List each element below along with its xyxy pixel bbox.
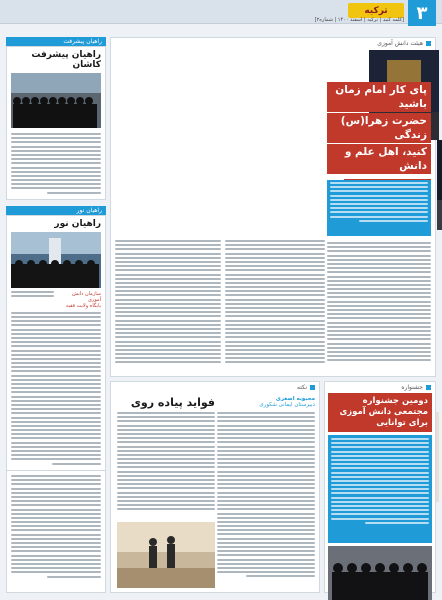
walking-photo-icon xyxy=(117,522,215,588)
section-bullet-icon-3 xyxy=(310,385,315,390)
section-label: ترکیه xyxy=(348,3,404,18)
dateline: [کلمه کنید | ترکیه | اسفند ۱۴۰۰ | شماره۲] xyxy=(314,17,404,23)
walking-byline xyxy=(219,396,315,408)
students-photo-icon xyxy=(328,546,432,600)
main-section-text: هیئت دانش آموزی xyxy=(377,40,423,47)
byline-school: دبیرستان ایمانی شکوری xyxy=(259,402,315,408)
walking-col-left xyxy=(117,412,215,513)
group-photo-icon xyxy=(11,73,101,128)
kashan-title: راهیان پیشرفت کاشان xyxy=(31,50,101,70)
main-section-label xyxy=(377,40,431,47)
headline-line-2: حضرت زهرا(س) زندگی xyxy=(327,113,431,143)
intro-card xyxy=(327,180,431,236)
memorial-photo-icon xyxy=(11,232,101,288)
main-headline xyxy=(327,82,431,196)
byline-author: محبوبه اصغری xyxy=(275,396,315,402)
hall-photo-icon-2 xyxy=(437,140,442,230)
headline-line-3: کنید، اهل علم و دانش xyxy=(327,144,431,174)
photo-hall-2 xyxy=(437,140,442,230)
left-bottom-text xyxy=(6,470,106,593)
walking-col-right xyxy=(217,412,315,580)
section-bullet-icon-2 xyxy=(426,385,431,390)
main-story-box xyxy=(110,37,436,377)
left-section-header: راهیان پیشرفت xyxy=(6,37,106,46)
left-column xyxy=(6,37,106,472)
noor-caption-1: سازمان دانش آموزی xyxy=(72,290,101,303)
left-section-header-2: راهیان نور xyxy=(6,206,106,215)
walking-section-label xyxy=(111,382,319,393)
festival-title: دومین جشنواره مجتمعی دانش آموزی برای توانایی xyxy=(328,393,432,432)
body-col-2 xyxy=(225,240,325,366)
kashan-photo xyxy=(11,73,101,128)
festival-section-label xyxy=(325,382,435,393)
page-number: ۳ xyxy=(408,0,436,26)
noor-title: راهیان نور xyxy=(54,218,101,229)
festival-section-text: جشنواره xyxy=(401,384,423,391)
noor-photo xyxy=(11,232,101,288)
walking-title: فواید پیاده روی xyxy=(130,396,215,409)
festival-photo xyxy=(328,546,432,600)
walking-story xyxy=(110,381,320,593)
noor-caption-2: پایگاه ولایت فقیه xyxy=(65,302,101,309)
body-col-3 xyxy=(115,240,221,366)
headline-line-1: پای کار امام زمان باشید xyxy=(327,82,431,112)
festival-story xyxy=(324,381,436,593)
walking-photo xyxy=(117,522,215,588)
section-bullet-icon xyxy=(426,41,431,46)
noor-story xyxy=(6,215,106,472)
festival-text-card xyxy=(328,435,432,543)
walking-section-text: نکته xyxy=(296,384,307,391)
kashan-story xyxy=(6,46,106,200)
body-col-1 xyxy=(327,242,431,363)
